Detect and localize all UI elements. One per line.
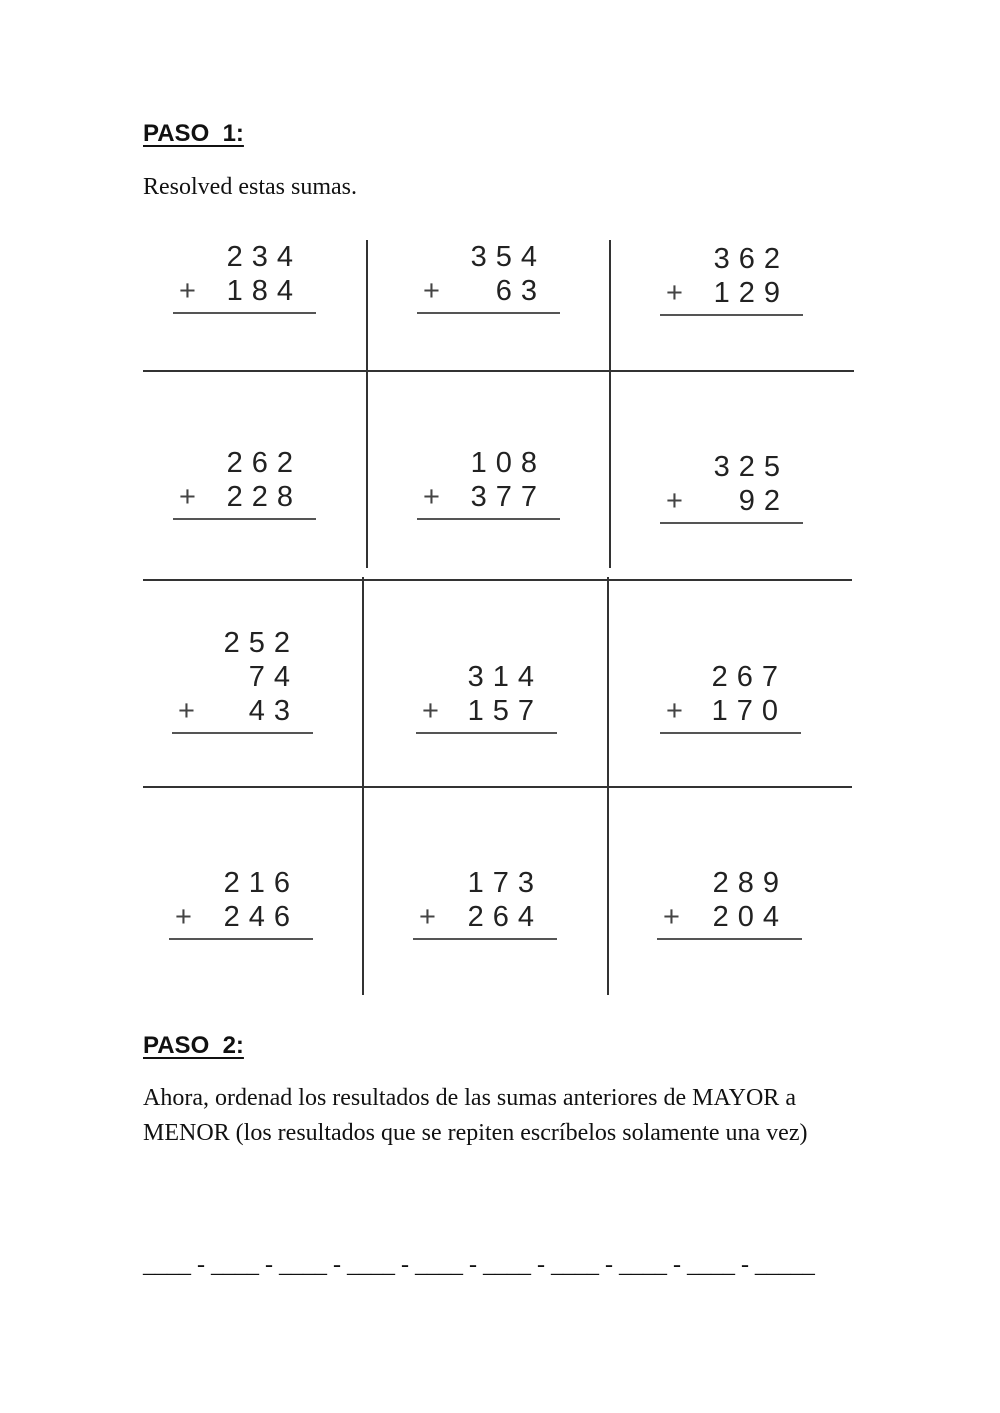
answer-space[interactable] xyxy=(413,940,557,980)
addend-number: 354 xyxy=(470,241,546,273)
addend-row xyxy=(660,694,801,728)
grid-divider xyxy=(609,240,611,568)
step1-instruction: Resolved estas sumas. xyxy=(143,174,357,200)
addend-number: 216 xyxy=(223,867,299,899)
addend-number: 129 xyxy=(713,277,789,309)
answer-space[interactable] xyxy=(169,940,313,980)
addend-row xyxy=(416,694,557,728)
plus-sign: + xyxy=(179,275,196,307)
answer-space[interactable] xyxy=(173,520,316,560)
addend-number: 264 xyxy=(467,901,543,933)
addition-problem xyxy=(173,446,316,560)
addition-problem xyxy=(172,626,313,774)
addend-number: 234 xyxy=(226,241,302,273)
addend-row xyxy=(660,276,803,310)
addend-number: 43 xyxy=(248,695,299,727)
addition-problem xyxy=(416,660,557,774)
plus-sign: + xyxy=(423,481,440,513)
addition-problem xyxy=(173,240,316,354)
addend-row xyxy=(660,450,803,484)
addend-number: 74 xyxy=(248,661,299,693)
addition-problem xyxy=(660,660,801,774)
addend-number: 325 xyxy=(713,451,789,483)
grid-divider xyxy=(143,579,852,581)
addend-number: 92 xyxy=(738,485,789,517)
grid-divider xyxy=(607,577,609,995)
plus-sign: + xyxy=(666,695,683,727)
plus-sign: + xyxy=(663,901,680,933)
addend-row xyxy=(660,660,801,694)
answer-space[interactable] xyxy=(416,734,557,774)
step2-title: PASO 2: xyxy=(143,1032,244,1059)
plus-sign: + xyxy=(178,695,195,727)
plus-sign: + xyxy=(666,485,683,517)
addend-number: 377 xyxy=(470,481,546,513)
answer-space[interactable] xyxy=(660,316,803,356)
plus-sign: + xyxy=(422,695,439,727)
answer-space[interactable] xyxy=(172,734,313,774)
grid-divider xyxy=(366,240,368,568)
grid-divider xyxy=(143,786,852,788)
plus-sign: + xyxy=(666,277,683,309)
addend-number: 63 xyxy=(495,275,546,307)
plus-sign: + xyxy=(419,901,436,933)
addend-number: 170 xyxy=(711,695,787,727)
addend-row xyxy=(660,242,803,276)
step1-title: PASO 1: xyxy=(143,120,244,147)
addend-row xyxy=(169,866,313,900)
addend-row xyxy=(413,866,557,900)
addend-row xyxy=(413,900,557,934)
addend-row xyxy=(417,480,560,514)
addend-row xyxy=(417,274,560,308)
answer-space[interactable] xyxy=(173,314,316,354)
addend-number: 252 xyxy=(223,627,299,659)
addition-problem xyxy=(413,866,557,980)
addend-number: 173 xyxy=(467,867,543,899)
addend-number: 362 xyxy=(713,243,789,275)
addend-row xyxy=(417,240,560,274)
plus-sign: + xyxy=(179,481,196,513)
addend-row xyxy=(173,274,316,308)
addend-row xyxy=(172,660,313,694)
addend-row xyxy=(417,446,560,480)
answer-blanks[interactable]: ____ - ____ - ____ - ____ - ____ - ____ - ____ - ____ - ____ - _____ xyxy=(143,1252,815,1278)
plus-sign: + xyxy=(423,275,440,307)
addend-row xyxy=(173,240,316,274)
answer-space[interactable] xyxy=(660,734,801,774)
step2-instruction: Ahora, ordenad los resultados de las sumas anteriores de MAYOR a MENOR (los resultados que se repiten escríbelos solamente una vez) xyxy=(143,1085,808,1146)
addend-row xyxy=(173,480,316,514)
addition-problem xyxy=(417,240,560,354)
grid-divider xyxy=(362,577,364,995)
answer-space[interactable] xyxy=(660,524,803,564)
addend-row xyxy=(660,484,803,518)
plus-sign: + xyxy=(175,901,192,933)
addition-problem xyxy=(657,866,802,980)
addition-problem xyxy=(660,242,803,356)
addend-row xyxy=(657,866,802,900)
addend-row xyxy=(169,900,313,934)
addend-number: 267 xyxy=(711,661,787,693)
addend-number: 314 xyxy=(467,661,543,693)
addition-problem xyxy=(417,446,560,560)
grid-divider xyxy=(143,370,854,372)
addend-number: 157 xyxy=(467,695,543,727)
addend-number: 228 xyxy=(226,481,302,513)
addend-number: 289 xyxy=(712,867,788,899)
addend-number: 184 xyxy=(226,275,302,307)
addend-number: 246 xyxy=(223,901,299,933)
addition-problem xyxy=(660,450,803,564)
addend-number: 262 xyxy=(226,447,302,479)
addend-row xyxy=(416,660,557,694)
answer-space[interactable] xyxy=(417,314,560,354)
answer-space[interactable] xyxy=(417,520,560,560)
addend-number: 204 xyxy=(712,901,788,933)
addend-row xyxy=(172,626,313,660)
addend-row xyxy=(172,694,313,728)
addend-number: 108 xyxy=(470,447,546,479)
answer-space[interactable] xyxy=(657,940,802,980)
addend-row xyxy=(173,446,316,480)
addend-row xyxy=(657,900,802,934)
addition-problem xyxy=(169,866,313,980)
